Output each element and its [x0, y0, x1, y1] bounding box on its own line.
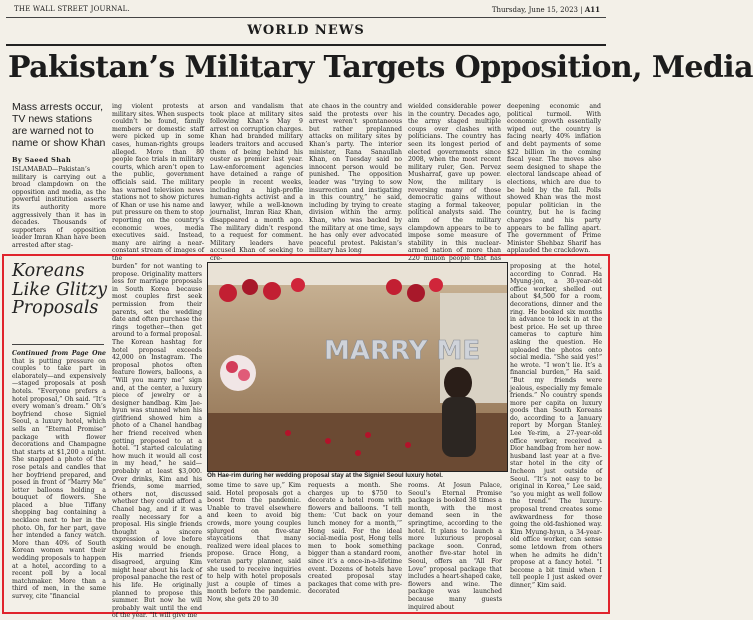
- feature-column-6: proposing at the hotel, according to Conrad. Ha Myung-jon, a 30-year-old office worker, shelled out about $4,500 for a room, decorations, dinner and the ring. He booked six months in advance to lock in at the best price. He set up three cameras to capture him asking the question. He uploaded the photos onto social media. “She said yes!” he wrote. “I won’t lie. It’s a financial burden,” Ha said. “But my friends were jealous, especially my female friends.” No country spends more per capita on luxury goods than South Koreans do, according to a January report by Morgan Stanley. Lee Ye-rim, a 27-year-old office worker, received a Dior handbag from her now-husband last year at a five-star hotel in the city of Incheon just outside of Seoul. “It’s not easy to be original in Korea,” Lee said, “so you might as well follow the trend.” The luxury-proposal trend creates some awkwardness for those going the old-fashioned way. Kim Myung-hyun, a 34-year-old office worker, can sense some letdown from others when he admits he didn’t propose at a fancy hotel. “I become a bit timid when I tell people I just asked over dinner,” Kim said.: [510, 263, 602, 589]
- masthead-rule: [6, 17, 606, 18]
- section-rule: [6, 44, 606, 46]
- bouquet-left: [220, 355, 256, 391]
- article-column-6: deepening economic and political turmoil. With economic growth essentially wiped out, the country is facing nearly 40% inflation and debt payments of some $22 billion in the coming fiscal year. The moves also seem designed to shape the electoral landscape ahead of elections, which are due to be held by the fall. Polls showed Khan was the most popular politician in the country, but he is facing charges and his party appears to be falling apart. The government of Prime Minister Shehbaz Sharif has applauded the crackdown.: [507, 103, 601, 255]
- article-column-4: ate chaos in the country and said the protests over his arrest weren’t spontaneous but rather preplanned attacks on military sites by Khan’s party. The interior minister, Rana Sanaullah Khan, on Tuesday said no innocent person would be punished. The opposition leader was “trying to sow insurrection and instigating in this country,” he said, including by trying to create division within the army. Khan, who was backed by the military at one time, says he has only ever advocated peaceful protest. Pakistan’s military has long: [309, 103, 402, 255]
- continued-line: Continued from Page One: [12, 350, 106, 357]
- feature-column-5: rooms. At Josun Palace, Seoul’s Eternal Promise package is booked 38 times a month, with the most demand seen in the springtime, according to the hotel. It plans to launch a more luxurious proposal package soon. Conrad, another five-star hotel in Seoul, offers an “All For Love” proposal package that includes a heart-shaped cake, flowers and wine. The package was launched because many guests inquired about: [408, 482, 502, 611]
- article-column-1: ISLAMABAD—Pakistan’s military is carrying out a broad clampdown on the opposition and media, as the powerful institution asserts its authority more aggressively than it has in decades. Thousands of supporters of opposition leader Imran Khan have been arrested after stag-: [12, 166, 106, 249]
- deck: Mass arrests occur, TV news stations are warned not to name or show Khan: [12, 101, 106, 149]
- proposal-photo-image: [208, 263, 507, 471]
- article-column-2: ing violent protests at military sites. When suspects couldn’t be found, family members or domestic staff were picked up in some cases, human-rights groups alleged. More than 80 people face trials in military courts, which aren’t open to the public, government officials said. The military has warned television news stations not to show pictures of Khan or use his name and put pressure on them to stop reporting on the country’s economic woes, media executives said. Instead, many are airing a near-constant stream of images of the: [112, 103, 204, 262]
- feature-column-3: some time to save up,” Kim said. Hotel proposals got a boost from the pandemic. Unable to travel elsewhere and keen to avoid big crowds, more young couples splurged on five-star staycations that many realized were ideal places to propose. Grace Hong, a veteran party planner, said she used to receive inquiries to help with hotel proposals just a couple of times a month before the pandemic. Now, she gets 20 to 30: [207, 482, 301, 603]
- feature-column-4: requests a month. She charges up to $750 to decorate a hotel room with flowers and balloons. “I tell them: ‘Cut back on your lunch money for a month,’” Hong said. For the ideal social-media post, Hong tells men to book something bigger than a standard room, since it’s a once-in-a-lifetime event. Dozens of hotels have created proposal stay packages that come with pre-decorated: [308, 482, 402, 596]
- masthead: [0, 0, 612, 22]
- date-and-page: Thursday, June 15, 2023 | A11: [491, 5, 600, 14]
- headline: Pakistan’s Military Targets Opposition, Media: [8, 50, 753, 85]
- photo-caption: Oh Hae-rim during her wedding proposal stay at the Signiel Seoul luxury hotel.: [207, 472, 443, 479]
- section-title: WORLD NEWS: [247, 23, 365, 38]
- publication-name: THE WALL STREET JOURNAL.: [14, 5, 130, 13]
- feature-column-2: burden” for not wanting to propose. Originality matters less for marriage proposals in South Korea because most couples first seek permission from their parents, set the wedding date and often purchase the rings together—then get around to a formal proposal. The Korean hashtag for hotel proposal exceeds 42,000 on Instagram. The proposal photos often feature flowers, balloons, a “Will you marry me” sign and, at the center, a luxury piece of jewelry or a designer handbag. Kim Jae-hyun was stunned when his girlfriend showed him a photo of a Chanel handbag her friend received when getting proposed to at a hotel. “I started calculating how much it would all cost in my head,” he said—probably at least $3,000. Over drinks, Kim and his friends, some married, others not, discussed whether they could afford a Chanel bag, and if it was really necessary for a proposal. His single friends thought a sincere expression of love before asking would be enough. His married friends disagreed, arguing Kim might hear about his lack of proposal panache the rest of his life. He originally planned to propose this summer. But now he will probably wait until the end of the year. “It will give me: [112, 263, 202, 620]
- marry-me-balloons: MARRY ME: [324, 336, 481, 366]
- feature-column-1-text: that is putting pressure on couples to take part in elaborately—and expensively—staged proposals at posh hotels. “Everyone prefers a hotel proposal,” Oh said. “It’s every woman’s dream.” Oh’s boyfriend chose Signiel Seoul, a luxury hotel, which sells an “Eternal Promise” package with flower decorations and Champagne that starts at $1,200 a night. She snapped a photo of the rose petals and candles that her boyfriend prepared, and posed in front of “Marry Me” letter balloons holding a bouquet of flowers. She placed a blue Tiffany shopping bag containing a necklace next to her in the photo. Oh, for her part, gave her intended a fancy watch. More than 40% of South Korean women want their wedding proposals to happen at a hotel, according to a recent poll by a local matchmaker. More than a third of men, in the same survey, cite “financial: [12, 357, 106, 600]
- byline: By Saeed Shah: [12, 156, 72, 164]
- feature-column-1: [12, 350, 106, 608]
- feature-kicker: Koreans Like Glitzy Proposals: [12, 261, 108, 318]
- article-column-5: wielded considerable power in the country. Decades ago, the army staged multiple coups over clashes with politicians. The country has seen its longest period of elected governments since 2008, when the most recent military ruler, Gen. Pervez Musharraf, gave up power. Now, the military is reversing many of those democratic gains without staging a formal takeover, political analysts said. The aim of the military clampdown appears to be to impose some measure of stability in this nuclear-armed nation of more than 220 million people that has: [408, 103, 501, 262]
- article-column-3: arson and vandalism that took place at military sites following Khan’s May 9 arrest on corruption charges. Khan had branded military leaders traitors and accused them of being behind his ouster as premier last year. Law-enforcement agencies have detained a range of people in recent weeks, including a high-profile human-rights activist and a lawyer, while a well-known journalist, Imran Riaz Khan, disappeared a month ago. The military didn’t respond to a request for comment. Military leaders have accused Khan of seeking to cre-: [210, 103, 303, 262]
- kicker-rule: [12, 344, 104, 345]
- issue-date: Thursday, June 15, 2023: [491, 6, 578, 14]
- page-number: A11: [584, 5, 600, 14]
- woman-figure: [442, 367, 476, 457]
- proposal-photo: [207, 262, 508, 472]
